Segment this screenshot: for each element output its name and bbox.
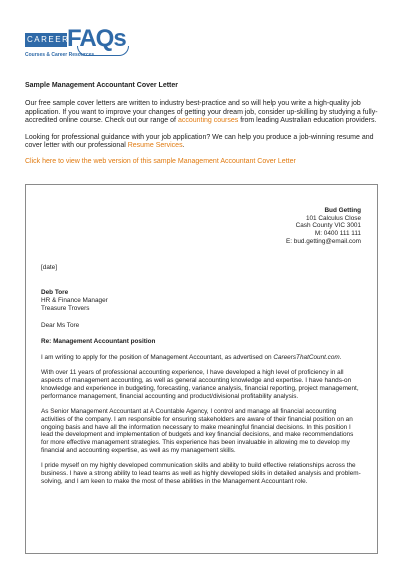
sender-street: 101 Calculus Close <box>305 214 361 222</box>
letter-date: [date] <box>41 263 57 271</box>
recipient-company: Treasure Trovers <box>41 304 90 312</box>
intro-p1-text: Our free sample cover letters are written to industry best-practice and so will help you write a high-quality job application. If you want to improve your changes of getting your dream job, consider up-skilling by studying a fully-accredited online course. Check out our range of <box>25 100 378 125</box>
letter-p1-tail: . <box>339 353 342 361</box>
letter-paragraph-1 <box>41 354 361 362</box>
recipient-address <box>41 289 361 312</box>
career-faqs-logo[interactable] <box>25 25 135 62</box>
recipient-role: HR & Finance Manager <box>41 296 108 304</box>
intro-paragraph-1 <box>25 100 380 125</box>
sender-email: E: bud.getting@email.com <box>285 237 361 245</box>
intro-paragraph-2 <box>25 134 380 151</box>
letter-paragraph-2: With over 11 years of professional accounting experience, I have developed a high level of proficiency in all aspects of management accounting, as well as general accounting knowledge and expertise. I have hands-on knowledge and experience in budgeting, forecasting, variance analysis, financial reporting, project management, performance management, financial accounting and product/divisional profitability analysis. <box>41 369 359 400</box>
intro-p1-tail: from leading Australian education providers. <box>238 117 377 125</box>
web-version-link[interactable]: Click here to view the web version of this sample Management Accountant Cover Letter <box>25 158 296 166</box>
cover-letter-box <box>25 184 378 554</box>
intro-section <box>25 82 380 175</box>
recipient-name: Deb Tore <box>41 289 69 297</box>
resume-services-link[interactable]: Resume Services <box>127 142 183 150</box>
sender-name: Bud Getting <box>324 207 361 214</box>
accounting-courses-link[interactable]: accounting courses <box>177 117 239 125</box>
subject-line: Re: Management Accountant position <box>41 338 156 346</box>
letter-paragraph-3: As Senior Management Accountant at A Countable Agency, I control and manage all financial accounting activities of the company. I am responsible for ensuring stakeholders are aware of their financial position on an ongoing basis and have all the information necessary to make meaningful financial decisions. In this position I lead the development and implementation of budgets and key financial decisions, and make recommendations for more effective management strategies. This experience has been invaluable in allowing me to develop my financial and accounting expertise, as well as my management skills. <box>41 408 354 454</box>
letter-paragraph-4: I pride myself on my highly developed communication skills and ability to build effective relationships across the business. I have a strong ability to lead teams as well as highly developed skills in detailed analysis and problem-solving, and I am keen to make the most of these abilities in the Management Accountant role. <box>41 462 361 485</box>
letter-p1-text: I am writing to apply for the position of Management Accountant, as advertised on <box>41 353 274 361</box>
advertised-site: CareersThatCount.com <box>273 353 340 361</box>
sender-address <box>41 207 361 246</box>
sender-mobile: M: 0400 111 111 <box>314 230 361 238</box>
sender-city: Cash County VIC 3001 <box>295 222 361 230</box>
logo-faqs-text: FAQs <box>67 25 126 52</box>
salutation: Dear Ms Tore <box>41 322 80 330</box>
logo-tagline: Courses & Career Resources <box>25 52 95 58</box>
intro-p2-text: Looking for professional guidance with your job application? We can help you produce a job-winning resume and cover letter with our professional <box>25 133 374 150</box>
page-title: Sample Management Accountant Cover Letter <box>25 82 178 89</box>
logo-career-text: CAREER <box>25 33 67 47</box>
intro-p2-tail: . <box>182 142 185 150</box>
